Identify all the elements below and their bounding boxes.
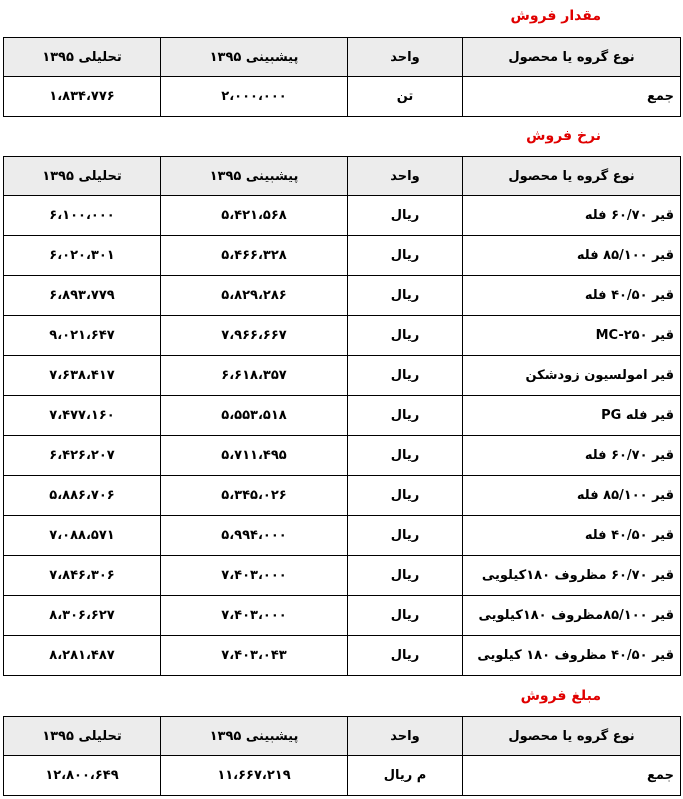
cell-unit: ریال [348,436,463,476]
cell-analysis: ۸،۲۸۱،۴۸۷ [4,636,161,676]
cell-analysis: ۶،۰۲۰،۳۰۱ [4,236,161,276]
cell-analysis: ۶،۸۹۳،۷۷۹ [4,276,161,316]
cell-unit: ریال [348,556,463,596]
cell-product: قیر ۸۵/۱۰۰ فله [463,476,681,516]
header-product: نوع گروه یا محصول [463,38,681,77]
sales-amount-table [3,716,681,796]
cell-forecast: ۵،۹۹۴،۰۰۰ [161,516,348,556]
cell-forecast: ۵،۴۲۱،۵۶۸ [161,196,348,236]
cell-forecast: ۵،۵۵۳،۵۱۸ [161,396,348,436]
header-product: نوع گروه یا محصول [463,717,681,756]
cell-unit: ریال [348,236,463,276]
header-analysis: تحلیلی ۱۳۹۵ [4,717,161,756]
header-forecast: پیشبینی ۱۳۹۵ [161,157,348,196]
cell-unit: ریال [348,516,463,556]
cell-product: قیر ۸۵/۱۰۰ فله [463,236,681,276]
section-title-sales-amount: مبلغ فروش [520,688,601,704]
cell-analysis: ۶،۴۲۶،۲۰۷ [4,436,161,476]
cell-product: قیر ۴۰/۵۰ فله [463,516,681,556]
cell-analysis: ۵،۸۸۶،۷۰۶ [4,476,161,516]
cell-unit: ریال [348,396,463,436]
cell-unit: ریال [348,636,463,676]
section-title-sales-quantity: مقدار فروش [510,8,601,24]
cell-analysis: ۷،۶۳۸،۴۱۷ [4,356,161,396]
header-forecast: پیشبینی ۱۳۹۵ [161,717,348,756]
cell-unit: م ریال [348,756,463,796]
section-title-sales-rate: نرخ فروش [526,128,601,144]
header-forecast: پیشبینی ۱۳۹۵ [161,38,348,77]
table-row [4,756,681,796]
cell-forecast: ۶،۶۱۸،۳۵۷ [161,356,348,396]
cell-forecast: ۷،۴۰۳،۰۰۰ [161,596,348,636]
header-analysis: تحلیلی ۱۳۹۵ [4,38,161,77]
table-row [4,236,681,276]
cell-product: جمع [463,77,681,117]
table-row [4,556,681,596]
cell-analysis: ۱،۸۳۴،۷۷۶ [4,77,161,117]
table-row [4,636,681,676]
table-header-row [4,157,681,196]
cell-forecast: ۵،۳۴۵،۰۲۶ [161,476,348,516]
cell-product: قیر ۴۰/۵۰ مظروف ۱۸۰ کیلویی [463,636,681,676]
cell-unit: ریال [348,356,463,396]
cell-product: قیر ۶۰/۷۰ مظروف ۱۸۰کیلویی [463,556,681,596]
cell-product: قیر امولسیون زودشکن [463,356,681,396]
cell-forecast: ۲،۰۰۰،۰۰۰ [161,77,348,117]
cell-product: قیر فله PG [463,396,681,436]
sales-quantity-table [3,37,681,117]
cell-analysis: ۹،۰۲۱،۶۴۷ [4,316,161,356]
cell-product: قیر ۴۰/۵۰ فله [463,276,681,316]
header-unit: واحد [348,38,463,77]
cell-analysis: ۶،۱۰۰،۰۰۰ [4,196,161,236]
cell-unit: ریال [348,596,463,636]
cell-product: قیر MC-۲۵۰ [463,316,681,356]
sales-rate-table [3,156,681,676]
header-unit: واحد [348,717,463,756]
cell-product: قیر ۸۵/۱۰۰مظروف ۱۸۰کیلویی [463,596,681,636]
table-row [4,596,681,636]
table-row [4,276,681,316]
table-row [4,516,681,556]
cell-forecast: ۷،۹۶۶،۶۶۷ [161,316,348,356]
table-row [4,476,681,516]
table-header-row [4,717,681,756]
cell-analysis: ۷،۰۸۸،۵۷۱ [4,516,161,556]
cell-analysis: ۱۲،۸۰۰،۶۴۹ [4,756,161,796]
header-product: نوع گروه یا محصول [463,157,681,196]
cell-forecast: ۵،۴۶۶،۳۲۸ [161,236,348,276]
cell-unit: ریال [348,316,463,356]
table-row [4,77,681,117]
table-row [4,356,681,396]
cell-forecast: ۵،۷۱۱،۴۹۵ [161,436,348,476]
table-row [4,196,681,236]
header-analysis: تحلیلی ۱۳۹۵ [4,157,161,196]
table-header-row [4,38,681,77]
cell-product: جمع [463,756,681,796]
cell-unit: ریال [348,476,463,516]
table-row [4,316,681,356]
cell-forecast: ۵،۸۲۹،۲۸۶ [161,276,348,316]
table-row [4,396,681,436]
cell-product: قیر ۶۰/۷۰ فله [463,196,681,236]
cell-forecast: ۷،۴۰۳،۰۴۳ [161,636,348,676]
header-unit: واحد [348,157,463,196]
cell-analysis: ۷،۴۷۷،۱۶۰ [4,396,161,436]
cell-forecast: ۱۱،۶۶۷،۲۱۹ [161,756,348,796]
cell-unit: ریال [348,276,463,316]
cell-unit: تن [348,77,463,117]
cell-analysis: ۸،۳۰۶،۶۲۷ [4,596,161,636]
cell-forecast: ۷،۴۰۳،۰۰۰ [161,556,348,596]
table-row [4,436,681,476]
cell-analysis: ۷،۸۴۶،۳۰۶ [4,556,161,596]
cell-product: قیر ۶۰/۷۰ فله [463,436,681,476]
cell-unit: ریال [348,196,463,236]
